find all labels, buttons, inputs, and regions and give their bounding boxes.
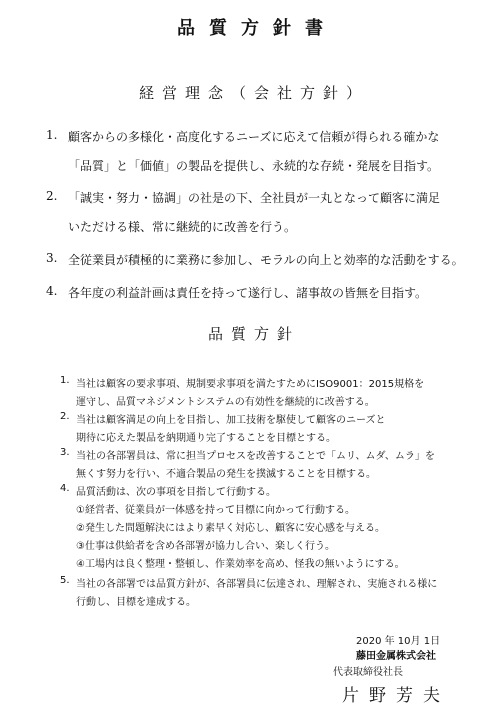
representative-title: 代表取締役社長 bbox=[333, 667, 403, 678]
item-number: 3. bbox=[60, 447, 70, 458]
sub-item: ①経営者、従業員が一体感を持って目標に向かって行動する。 bbox=[76, 505, 355, 516]
item-line: 当社の各部署では品質方針が、各部署員に伝達され、理解され、実施される様に bbox=[76, 579, 438, 590]
sub-item: ③仕事は供給者を含め各部署が協力し合い、楽しく行う。 bbox=[76, 541, 335, 552]
item-number: 4. bbox=[60, 483, 70, 494]
item-line: 当社は顧客満足の向上を目指し、加工技術を駆使して顧客のニーズと bbox=[76, 415, 386, 426]
philosophy-title: 経営理念（会社方針） bbox=[138, 84, 369, 102]
sub-item: ②発生した問題解決にはより素早く対応し、顧客に安心感を与える。 bbox=[76, 523, 385, 534]
item-line: 「誠実・努力・協調」の社是の下、全社員が一丸となって顧客に満足 bbox=[68, 191, 441, 205]
sub-item: ④工場内は良く整理・整頓し、作業効率を高め、怪我の無いようにする。 bbox=[76, 559, 405, 570]
item-number: 5. bbox=[60, 575, 70, 586]
item-number: 1. bbox=[46, 128, 58, 142]
item-line: 全従業員が積極的に業務に参加し、モラルの向上と効率的な活動をする。 bbox=[68, 253, 464, 267]
item-line: 各年度の利益計画は責任を持って遂行し、諸事故の皆無を目指す。 bbox=[68, 286, 428, 300]
issue-date: 2020 年 10月 1日 bbox=[356, 636, 441, 647]
item-line: 行動し、目標を達成する。 bbox=[76, 597, 196, 608]
item-number: 2. bbox=[46, 189, 58, 203]
item-line: 期待に応えた製品を納期通り完了することを目標とする。 bbox=[76, 433, 336, 444]
item-line: 運守し、品質マネジメントシステムの有効性を継続的に改善する。 bbox=[76, 397, 375, 408]
document-title: 品質方針書 bbox=[177, 18, 337, 39]
item-number: 2. bbox=[60, 411, 70, 422]
company-name: 藤田金属株式会社 bbox=[356, 651, 436, 662]
item-line: 顧客からの多様化・高度化するニーズに応えて信頼が得られる確かな bbox=[68, 130, 440, 144]
item-line: 「品質」と「価値」の製品を提供し、永続的な存続・発展を目指す。 bbox=[68, 159, 440, 173]
item-line: 無くす努力を行い、不適合製品の発生を撲滅することを目標する。 bbox=[76, 469, 376, 480]
item-number: 1. bbox=[60, 375, 70, 386]
item-line: 品質活動は、次の事項を目指して行動する。 bbox=[76, 487, 276, 498]
item-line: 当社の各部署員は、常に担当プロセスを改善することで「ムリ、ムダ、ムラ」を bbox=[76, 451, 435, 462]
signature: 片野芳夫 bbox=[342, 686, 450, 706]
item-number: 4. bbox=[46, 284, 58, 298]
quality-policy-title: 品質方針 bbox=[207, 325, 300, 343]
item-line: 当社は顧客の要求事項、規制要求事項を満たすためにISO9001：2015規格を bbox=[76, 379, 425, 390]
item-number: 3. bbox=[46, 251, 58, 265]
item-line: いただける様、常に継続的に改善を行う。 bbox=[68, 220, 297, 234]
